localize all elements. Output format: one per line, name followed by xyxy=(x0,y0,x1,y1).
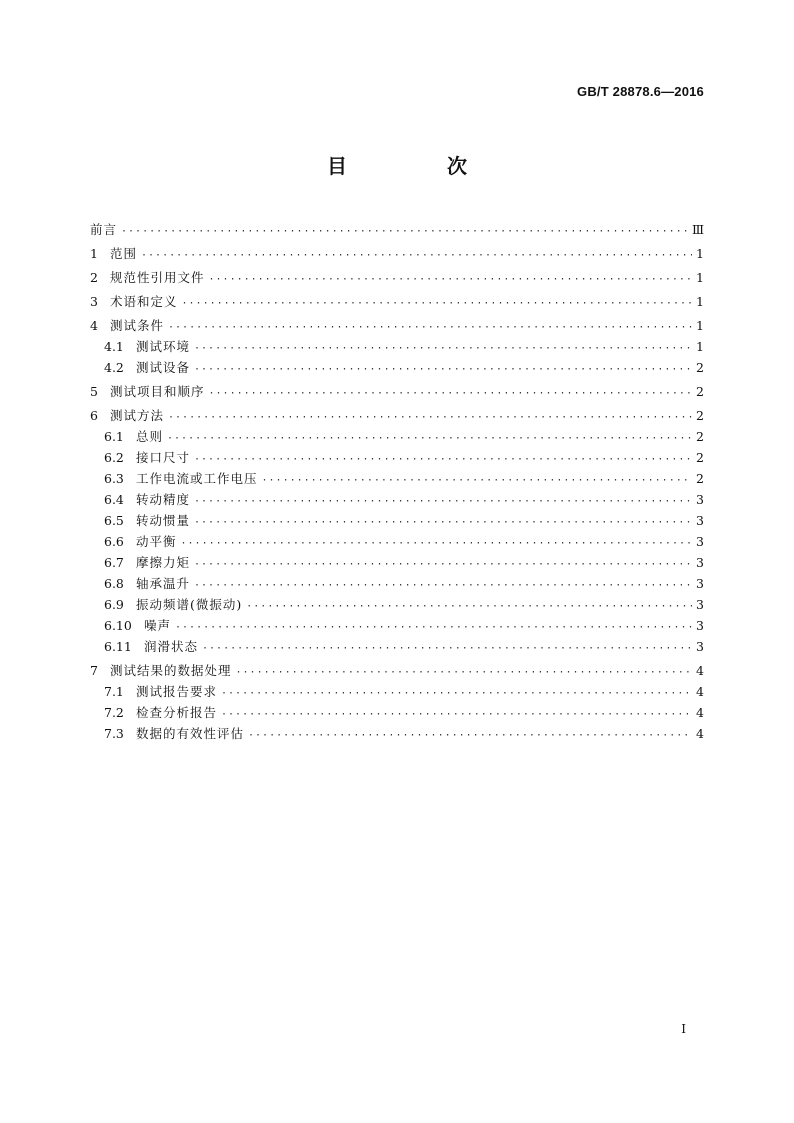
toc-entry-number: 6 xyxy=(90,408,98,423)
toc-entry-number: 7.2 xyxy=(104,705,124,720)
toc-dot-leader xyxy=(168,317,692,338)
toc-entry-number: 6.9 xyxy=(104,597,124,612)
toc-entry-number: 6.11 xyxy=(104,639,132,654)
toc-entry[interactable] xyxy=(90,489,704,510)
toc-entry-page: 2 xyxy=(696,408,704,423)
toc-dot-leader xyxy=(167,428,692,449)
toc-entry-page: 3 xyxy=(696,513,704,528)
toc-entry-title: 术语和定义 xyxy=(110,294,178,309)
toc-entry-title: 测试设备 xyxy=(136,360,191,375)
toc-entry-page: 1 xyxy=(696,246,704,261)
toc-dot-leader xyxy=(182,293,692,314)
toc-entry-title: 数据的有效性评估 xyxy=(136,726,245,741)
toc-entry-title: 前言 xyxy=(90,222,118,237)
toc-entry-number: 6.3 xyxy=(104,471,124,486)
toc-entry[interactable] xyxy=(90,723,704,744)
toc-entry-number: 4.1 xyxy=(104,339,124,354)
toc-entry-page: 2 xyxy=(696,360,704,375)
toc-entry-title: 转动惯量 xyxy=(136,513,191,528)
toc-entry-page: 3 xyxy=(696,597,704,612)
toc-entry-number: 7.1 xyxy=(104,684,124,699)
toc-entry[interactable] xyxy=(90,660,704,681)
toc-entry-page: 4 xyxy=(696,684,704,699)
toc-entry[interactable] xyxy=(90,291,704,312)
toc-entry-number: 6.4 xyxy=(104,492,124,507)
toc-entry-title: 测试方法 xyxy=(110,408,165,423)
toc-entry-number: 6.2 xyxy=(104,450,124,465)
toc-entry-title: 规范性引用文件 xyxy=(110,270,205,285)
toc-entry-title: 振动频谱(微振动) xyxy=(136,597,243,612)
toc-dot-leader xyxy=(221,683,692,704)
toc-entry-page: 3 xyxy=(696,555,704,570)
toc-dot-leader xyxy=(141,245,692,266)
toc-entry-title: 润滑状态 xyxy=(144,639,199,654)
toc-entry-page: 1 xyxy=(696,294,704,309)
toc-dot-leader xyxy=(209,383,692,404)
toc-dot-leader xyxy=(194,359,692,380)
toc-entry-title: 测试结果的数据处理 xyxy=(110,663,232,678)
toc-entry-page: 2 xyxy=(696,429,704,444)
toc-entry[interactable] xyxy=(90,552,704,573)
toc-entry-number: 1 xyxy=(90,246,98,261)
toc-entry[interactable] xyxy=(90,243,704,264)
toc-entry-number: 7 xyxy=(90,663,98,678)
toc-dot-leader xyxy=(194,512,692,533)
toc-dot-leader xyxy=(221,704,692,725)
toc-dot-leader xyxy=(209,269,692,290)
toc-entry-title: 测试报告要求 xyxy=(136,684,218,699)
toc-entry-title: 检查分析报告 xyxy=(136,705,218,720)
toc-entry-title: 动平衡 xyxy=(136,534,177,549)
toc-entry-page: 4 xyxy=(696,663,704,678)
toc-entry-number: 4.2 xyxy=(104,360,124,375)
toc-dot-leader xyxy=(121,221,688,242)
toc-dot-leader xyxy=(194,491,692,512)
toc-entry-page: 2 xyxy=(696,384,704,399)
toc-dot-leader xyxy=(246,596,692,617)
toc-entry[interactable] xyxy=(90,531,704,552)
toc-entry[interactable] xyxy=(90,573,704,594)
toc-entry-number: 3 xyxy=(90,294,98,309)
toc-entry[interactable] xyxy=(90,702,704,723)
toc-dot-leader xyxy=(175,617,692,638)
toc-entry-number: 2 xyxy=(90,270,98,285)
toc-entry[interactable] xyxy=(90,336,704,357)
toc-entry-page: 2 xyxy=(696,471,704,486)
toc-entry-number: 4 xyxy=(90,318,98,333)
toc-dot-leader xyxy=(262,470,692,491)
toc-dot-leader xyxy=(248,725,692,746)
toc-entry-page: Ⅲ xyxy=(691,222,704,237)
toc-entry-page: 3 xyxy=(696,534,704,549)
toc-entry-number: 7.3 xyxy=(104,726,124,741)
toc-entry-number: 6.7 xyxy=(104,555,124,570)
toc-dot-leader xyxy=(202,638,692,659)
toc-entry-number: 6.6 xyxy=(104,534,124,549)
toc-entry-page: 4 xyxy=(696,726,704,741)
toc-entry-title: 测试环境 xyxy=(136,339,191,354)
toc-entry-title: 工作电流或工作电压 xyxy=(136,471,258,486)
toc-entry[interactable] xyxy=(90,426,704,447)
toc-dot-leader xyxy=(181,533,692,554)
toc-entry-page: 1 xyxy=(696,270,704,285)
toc-dot-leader xyxy=(236,662,692,683)
toc-entry-page: 2 xyxy=(696,450,704,465)
toc-entry[interactable] xyxy=(90,615,704,636)
toc-entry-title: 噪声 xyxy=(144,618,172,633)
toc-entry-number: 5 xyxy=(90,384,98,399)
standard-code: GB/T 28878.6—2016 xyxy=(577,84,704,99)
toc-entry-page: 3 xyxy=(696,576,704,591)
table-of-contents xyxy=(90,216,704,744)
toc-entry[interactable] xyxy=(90,636,704,657)
toc-entry-title: 轴承温升 xyxy=(136,576,191,591)
toc-entry-title: 接口尺寸 xyxy=(136,450,191,465)
toc-entry[interactable] xyxy=(90,315,704,336)
toc-entry[interactable] xyxy=(90,357,704,378)
toc-entry[interactable] xyxy=(90,594,704,615)
toc-entry-number: 6.10 xyxy=(104,618,132,633)
toc-entry[interactable] xyxy=(90,267,704,288)
page-number: I xyxy=(681,1022,686,1036)
toc-entry-title: 总则 xyxy=(136,429,164,444)
toc-entry-page: 3 xyxy=(696,618,704,633)
toc-entry-title: 测试项目和顺序 xyxy=(110,384,205,399)
toc-dot-leader xyxy=(194,575,692,596)
toc-entry[interactable] xyxy=(90,219,704,240)
page-title: 目 次 xyxy=(327,154,507,178)
toc-entry-page: 1 xyxy=(696,339,704,354)
toc-dot-leader xyxy=(168,407,692,428)
toc-dot-leader xyxy=(194,449,692,470)
toc-entry-number: 6.8 xyxy=(104,576,124,591)
toc-dot-leader xyxy=(194,338,692,359)
toc-entry-title: 范围 xyxy=(110,246,138,261)
toc-entry[interactable] xyxy=(90,510,704,531)
toc-entry[interactable] xyxy=(90,468,704,489)
toc-entry[interactable] xyxy=(90,447,704,468)
toc-entry-title: 测试条件 xyxy=(110,318,165,333)
toc-entry[interactable] xyxy=(90,381,704,402)
toc-dot-leader xyxy=(194,554,692,575)
toc-entry[interactable] xyxy=(90,681,704,702)
toc-entry[interactable] xyxy=(90,405,704,426)
toc-entry-number: 6.1 xyxy=(104,429,124,444)
toc-entry-page: 1 xyxy=(696,318,704,333)
toc-entry-page: 3 xyxy=(696,639,704,654)
toc-entry-page: 4 xyxy=(696,705,704,720)
toc-entry-number: 6.5 xyxy=(104,513,124,528)
toc-entry-title: 摩擦力矩 xyxy=(136,555,191,570)
toc-entry-title: 转动精度 xyxy=(136,492,191,507)
toc-entry-page: 3 xyxy=(696,492,704,507)
